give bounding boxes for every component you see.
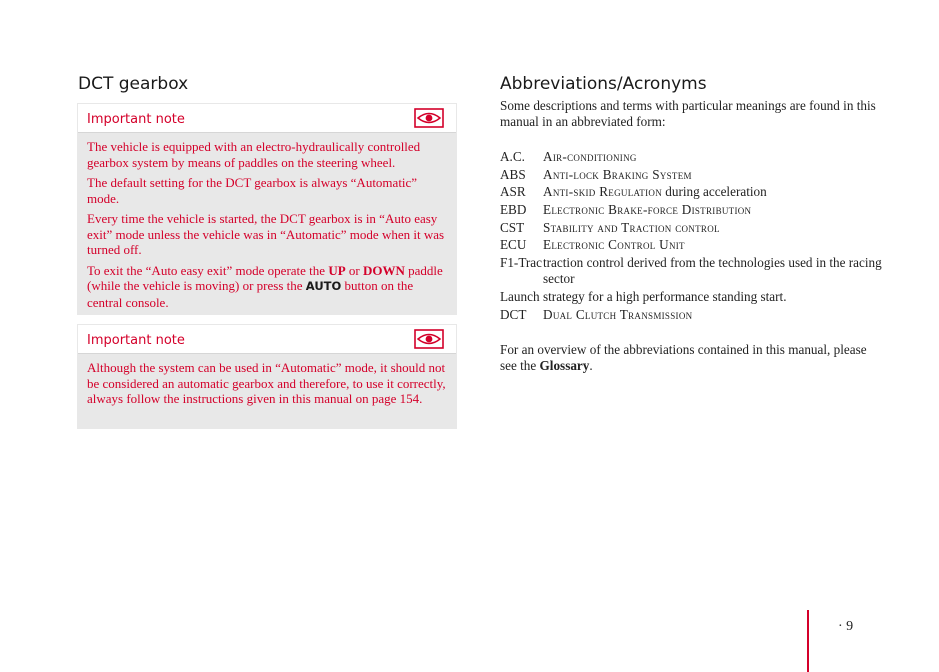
text-span: To exit the “Auto easy exit” mode operate the (87, 262, 329, 278)
abbreviations-intro: Some descriptions and terms with particular meanings are found in this manual in an abbreviated form: (500, 98, 876, 129)
abbreviations-outro (500, 342, 885, 374)
abbreviation-definition (500, 307, 890, 323)
abbreviation-row (500, 307, 890, 323)
abbreviation-term: Air-conditioning (543, 149, 637, 164)
abbreviation-extra: traction control derived from the technologies used in the racing sector (543, 255, 882, 287)
abbreviation-definition (500, 184, 890, 200)
note-paragraph: The default setting for the DCT gearbox is always “Automatic” mode. (87, 175, 418, 206)
text-span: or (345, 262, 363, 278)
abbreviation-code: ECU (500, 237, 527, 253)
abbreviation-code: CST (500, 219, 525, 235)
abbreviation-extra: during acceleration (662, 184, 767, 200)
abbreviation-list (500, 149, 890, 324)
note-body (77, 133, 457, 320)
important-note-box (77, 324, 457, 429)
abbreviation-code: EBD (500, 202, 527, 218)
abbreviation-row (500, 255, 890, 287)
abbreviation-term: Stability and Traction control (543, 219, 720, 235)
abbreviation-code: ABS (500, 166, 526, 182)
note-paragraph: Every time the vehicle is started, the DCT gearbox is in “Auto easy exit” mode unless the vehicle was in “Automatic” mode when it was turned off. (87, 211, 445, 257)
note-title: Important note (87, 333, 185, 348)
abbreviation-extra: strategy for a high performance standing start. (543, 288, 787, 304)
down-paddle-label: DOWN (363, 262, 405, 278)
auto-button-label: AUTO (305, 279, 342, 293)
up-paddle-label: UP (328, 262, 346, 278)
abbreviation-term: Anti-lock Braking System (543, 166, 692, 182)
abbreviation-code: F1-Trac (500, 255, 543, 271)
abbreviation-term: Electronic Brake-force Distribution (543, 202, 752, 218)
warning-eye-icon (414, 329, 444, 349)
abbreviation-definition (500, 202, 890, 218)
important-note-box (77, 103, 457, 315)
outro-text: For an overview of the abbreviations contained in this manual, please see the (500, 342, 867, 373)
abbreviation-code: ASR (500, 184, 526, 200)
abbreviation-row (500, 289, 890, 305)
note-title: Important note (87, 112, 185, 127)
abbreviation-definition (500, 220, 890, 236)
abbreviation-definition (500, 289, 890, 305)
section-title-dct-gearbox: DCT gearbox (78, 74, 189, 94)
text-span: paddle (while the vehicle is moving) or press the (87, 262, 443, 293)
section-title-abbreviations: Abbreviations/Acronyms (500, 74, 707, 94)
abbreviation-row (500, 237, 890, 253)
note-header (78, 104, 456, 133)
abbreviation-row (500, 184, 890, 200)
abbreviation-code: Launch (500, 288, 540, 304)
note-paragraph: The vehicle is equipped with an electro-hydraulically controlled gearbox system by means of paddles on the steering wheel. (87, 139, 421, 170)
abbreviation-code: DCT (500, 306, 527, 322)
abbreviation-row (500, 220, 890, 236)
abbreviation-definition (500, 255, 890, 287)
note-paragraph: Although the system can be used in “Automatic” mode, it should not be considered an automatic gearbox and therefore, to use it correctly, always follow the instructions given in this manual on page 154. (87, 360, 446, 406)
text-span: button on the central console. (87, 278, 414, 310)
outro-end: . (589, 358, 593, 373)
abbreviation-term: Electronic Control Unit (543, 237, 685, 253)
page-divider-rule (807, 610, 809, 672)
note-paragraph (87, 263, 447, 311)
warning-eye-icon (414, 108, 444, 128)
note-header (78, 325, 456, 354)
abbreviation-code: A.C. (500, 149, 525, 164)
note-body (77, 354, 457, 417)
page-number: · 9 (838, 619, 854, 634)
glossary-reference: Glossary (539, 358, 590, 373)
abbreviation-definition (500, 237, 890, 253)
abbreviation-row (500, 202, 890, 218)
abbreviation-row (500, 167, 890, 183)
abbreviation-row (500, 149, 890, 165)
abbreviation-term: Dual Clutch Transmission (543, 306, 693, 322)
abbreviation-definition (500, 149, 890, 165)
abbreviation-definition (500, 167, 890, 183)
abbreviation-term: Anti-skid Regulation (543, 184, 662, 200)
